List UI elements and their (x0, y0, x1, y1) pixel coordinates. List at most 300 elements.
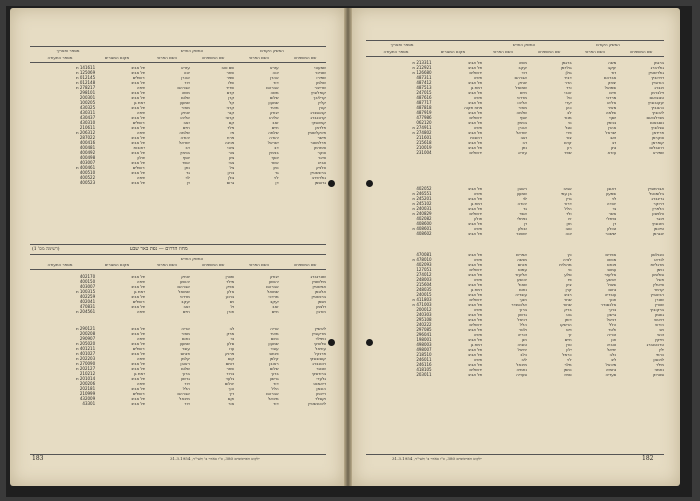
cell-place: רחובות (470, 135, 483, 140)
cell-permit: 248003 (416, 277, 432, 282)
cell-family: גלעדי (316, 376, 326, 381)
cell-first-new: אברהם (177, 85, 190, 90)
cell-first-new: מאיר (181, 105, 190, 110)
cell-family-new: ברוד (226, 371, 235, 376)
cell-first-new: אהרן (181, 75, 190, 80)
cell-first-new: יהושע (517, 277, 527, 282)
cell-permit: 400461 ת (75, 165, 96, 170)
cell-place: תל אביב (131, 95, 146, 100)
header-family: שם המשפחה (629, 49, 653, 54)
cell-family-new: עוז (229, 346, 235, 351)
cell-permit: 411803 ת (412, 297, 432, 302)
cell-permit: 274012 (416, 272, 432, 277)
cell-place: תל אביב (467, 196, 483, 201)
cell-first-new: נתן (521, 145, 527, 150)
cell-place: תל אביב (467, 90, 483, 95)
header-permit: מספר התעודה (383, 49, 409, 54)
cell-permit: 201014 ת (75, 376, 96, 381)
table-row (30, 401, 326, 406)
cell-family-new: פנינה (225, 140, 235, 145)
cell-first-new: יהודה (180, 135, 190, 140)
cell-family-new: גוט (566, 312, 572, 317)
cell-first-new: יצחק (181, 274, 190, 279)
cell-permit: 245102 ת (412, 201, 432, 206)
cell-first-new: דוד (184, 401, 190, 406)
cell-family-new: שפר (564, 150, 572, 155)
cell-family-new: ציון (228, 155, 235, 160)
cell-place: תל אביב (131, 331, 146, 336)
cell-first-new: נתן (184, 165, 190, 170)
cell-place: תל אביב (467, 206, 483, 211)
cell-family: ויסמן (317, 299, 326, 304)
cell-first: שמואל (267, 289, 279, 294)
cell-permit: 403007 (79, 160, 96, 165)
cell-family: סלוצקי (313, 341, 326, 346)
cell-permit: 401027 ת (75, 351, 96, 356)
cell-family-new: פז (567, 277, 572, 282)
cell-place: ירושלים (132, 120, 146, 125)
cell-permit: 402041 (79, 299, 96, 304)
cell-family: סטרוק (652, 372, 664, 377)
cell-permit: 400416 (79, 140, 96, 145)
cell-permit: 274911 ת (412, 125, 432, 130)
cell-place: תל אביב (467, 120, 483, 125)
book-gutter (344, 8, 352, 486)
cell-first-new: יונה (183, 70, 190, 75)
cell-family-new: יערי (565, 100, 572, 105)
cell-family: צוקר (317, 150, 326, 155)
cell-first: ישראל (605, 130, 617, 135)
cell-first: יצחק (607, 80, 617, 85)
cell-first-new: פנחס (517, 262, 527, 267)
cell-place: תל אביב (467, 282, 483, 287)
cell-first-new: אפרים (515, 252, 527, 257)
cell-permit: 206312 ת (75, 130, 96, 135)
cell-place: תל אביב (131, 401, 146, 406)
cell-first: גרשון (269, 376, 279, 381)
cell-place: תל אביב (467, 65, 483, 70)
cell-family: יעקובוביץ (647, 100, 664, 105)
cell-first-new: גרשון (180, 376, 190, 381)
cell-first-new: בנימין (180, 150, 190, 155)
header-first: השם הפרטי (248, 55, 270, 60)
cell-first: עזרא (269, 65, 279, 70)
cell-place: תל אביב (131, 90, 146, 95)
cell-family-new: ולד (566, 211, 572, 216)
cell-first: יצחק (269, 274, 279, 279)
cell-place: תל אביב (467, 337, 483, 342)
header-group-new: המשק החדש (512, 42, 536, 47)
right-table-mid (366, 186, 664, 236)
header-group-notes: מספר ותאריך (56, 48, 80, 53)
cell-family: זילברמן (651, 90, 664, 95)
header-family-new: שם המשפחה (537, 49, 561, 54)
cell-family-new: חורן (227, 309, 235, 314)
cell-family: קוסובסקי (309, 356, 326, 361)
cell-first: מאיר (270, 105, 279, 110)
cell-family-new: כהן (565, 105, 572, 110)
cell-family-new: דותן (564, 317, 572, 322)
cell-first-new: נחום (181, 336, 190, 341)
cell-permit: 212921 ת (412, 65, 432, 70)
cell-permit: 270090 ת (75, 361, 96, 366)
cell-place: חיפה (473, 75, 483, 80)
cell-family-new: ברון (227, 170, 235, 175)
cell-first: נתן (611, 145, 617, 150)
header-group-previous: המשק הקודם (596, 42, 620, 47)
header-first-new: השם הפרטי (492, 49, 514, 54)
cell-permit: 202127 ת (75, 366, 96, 371)
cell-family-new: נוי (568, 267, 572, 272)
cell-family: קורן (318, 105, 326, 110)
cell-place: חיפה (473, 332, 483, 337)
cell-permit: 470831 (79, 304, 96, 309)
cell-permit: 100315 ת (75, 289, 96, 294)
cell-family: צוקרמן (651, 135, 664, 140)
cell-place: חיפה (473, 307, 483, 312)
cell-permit: 012148 ת (75, 80, 96, 85)
cell-permit: 487818 (416, 105, 432, 110)
cell-permit: 470081 (416, 252, 432, 257)
header-first: השם הפרטי (584, 49, 606, 54)
cell-place: תל אביב (131, 105, 146, 110)
cell-family: נוסבאום (649, 120, 664, 125)
cell-permit: 246551 ת (412, 191, 432, 196)
cell-first-new: מנשה (517, 257, 527, 262)
cell-family-new: לנדה (562, 257, 572, 262)
cell-permit: 198001 (416, 337, 432, 342)
cell-first: גד (274, 170, 279, 175)
cell-first: מיכאל (605, 362, 617, 367)
cell-first-new: יוסף (519, 115, 527, 120)
cell-first: אלכסנדר (600, 302, 617, 307)
cell-family: נוימן (656, 267, 664, 272)
cell-first: מיכאל (267, 396, 279, 401)
cell-place: תל אביב (131, 361, 146, 366)
cell-permit: 205020 ת (75, 341, 96, 346)
cell-first-new: הלל (182, 386, 190, 391)
cell-first-new: עובד (181, 346, 190, 351)
cell-permit: 278217 ת (75, 85, 96, 90)
cell-place: תל אביב (467, 145, 483, 150)
cell-family-new: שטרן (225, 274, 235, 279)
cell-place: רמת גן (133, 371, 146, 376)
cell-first: פנחס (607, 262, 617, 267)
cell-first-new: יהושע (179, 279, 190, 284)
cell-place: תל אביב (467, 272, 483, 277)
cell-permit: 295108 (416, 317, 432, 322)
cell-family-new: דביר (563, 75, 572, 80)
cell-permit: 400522 (79, 175, 96, 180)
table-row (366, 231, 664, 236)
cell-permit: 126680 ת (412, 70, 432, 75)
cell-place: חיפה (473, 226, 483, 231)
cell-place: ירושלים (469, 115, 483, 120)
cell-place: תל אביב (467, 252, 483, 257)
cell-family: זלצמן (316, 304, 326, 309)
cell-first-new: גד (523, 206, 527, 211)
cell-first: דב (611, 140, 617, 145)
section-header-rule (30, 254, 326, 255)
right-footer: ילקוט הפרסומים 380, כ"ו באדר ב' תשי"ד, 31.3.1954 (392, 456, 482, 461)
cell-place: ירושלים (469, 297, 483, 302)
cell-family-new: שחר (563, 297, 572, 302)
cell-family: אלטמן (314, 289, 326, 294)
cell-family-new: כץ (567, 252, 572, 257)
cell-family-new: צור (565, 135, 572, 140)
cell-place: חיפה (136, 309, 146, 314)
cell-first-new: טוביה (517, 342, 527, 347)
cell-family: צייגר (317, 155, 326, 160)
cell-family-new: ציון (566, 282, 572, 287)
cell-place: תל אביב (131, 65, 146, 70)
cell-family: רבינוביץ (650, 292, 664, 297)
cell-first-new: יצחק (181, 110, 190, 115)
cell-family: וקסלר (314, 396, 326, 401)
cell-permit: 218510 (416, 352, 432, 357)
cell-first: שלום (269, 366, 279, 371)
cell-family-new: זך (568, 332, 572, 337)
cell-first: משה (608, 60, 617, 65)
cell-first: אליהו (606, 100, 617, 105)
cell-permit: 401211 ת (75, 346, 96, 351)
cell-place: תל אביב (131, 326, 146, 331)
cell-family: קליין (318, 100, 326, 105)
cell-first-new: גרשון (518, 312, 527, 317)
cell-family: אברמוביץ (647, 186, 664, 191)
cell-first: נחום (270, 336, 279, 341)
cell-permit: 402259 (79, 294, 96, 299)
cell-first-new: נחום (518, 287, 527, 292)
cell-first: מאיר (270, 331, 279, 336)
cell-first-new: ברוך (182, 371, 190, 376)
cell-family: פרנקל (314, 351, 326, 356)
cell-family-new: לב (567, 110, 572, 115)
cell-family-new: פז (230, 130, 235, 135)
cell-family: גולדפרב (311, 175, 326, 180)
cell-place: תל אביב (131, 160, 146, 165)
cell-family: קמינסקי (311, 120, 326, 125)
cell-family: גרינברג (651, 196, 664, 201)
cell-place: תל אביב (467, 372, 483, 377)
cell-place: רמת גן (133, 100, 146, 105)
cell-place: ירושלים (132, 75, 146, 80)
section-header-first: השם הפרטי (248, 262, 270, 267)
cell-family-new: גולן (228, 175, 235, 180)
cell-family-new: קרוני (225, 115, 235, 120)
cell-family: גולדברג (650, 65, 664, 70)
cell-place: תל אביב (467, 347, 483, 352)
cell-permit: 246116 (416, 362, 432, 367)
cell-place: ירושלים (132, 391, 146, 396)
cell-place: תל אביב (467, 110, 483, 115)
cell-place: ירושלים (132, 346, 146, 351)
cell-family: דרוקר (653, 201, 664, 206)
cell-family-new: טל (566, 95, 572, 100)
cell-family: שפירו (316, 75, 326, 80)
cell-first-new: מיכאל (179, 396, 190, 401)
cell-permit: 202203 ת (75, 356, 96, 361)
cell-family: מרקוביץ (311, 331, 326, 336)
cell-first: כלב (609, 352, 617, 357)
cell-first: לוי (274, 175, 279, 180)
cell-first: חיים (271, 125, 279, 130)
cell-family-new: פרנק (225, 351, 235, 356)
cell-family-new: אפק (226, 284, 235, 289)
cell-first: יוסף (271, 155, 279, 160)
cell-permit: 432009 (79, 396, 96, 401)
cell-family-new: גלעד (225, 376, 235, 381)
cell-family: עוזיאל (315, 346, 326, 351)
cell-first: ראובן (606, 186, 617, 191)
header-group-previous: המשק הקודם (260, 48, 284, 53)
cell-family: ברגמן (653, 60, 664, 65)
cell-family: פינקלשטיין (307, 130, 326, 135)
right-table-bottom (366, 252, 664, 377)
table-row (30, 309, 326, 314)
cell-place: רמת גן (470, 201, 483, 206)
cell-first-new: שלמה (179, 130, 190, 135)
cell-family-new: מרק (226, 331, 235, 336)
cell-family: יונגרמן (652, 231, 664, 236)
cell-family: שכטר (316, 366, 326, 371)
cell-first: דב (274, 145, 279, 150)
cell-first-new: אברהם (177, 284, 190, 289)
header-family: שם המשפחה (293, 55, 317, 60)
section-header-rule-bottom (30, 269, 326, 270)
cell-first: שאול (607, 282, 617, 287)
cell-first-new: מרדכי (516, 95, 527, 100)
cell-first-new: יהודה (517, 201, 527, 206)
cell-first: דן (613, 221, 617, 226)
cell-family-new: שפר (226, 75, 235, 80)
cell-place: תל אביב (131, 396, 146, 401)
cell-first-new: זבולון (517, 226, 527, 231)
cell-place: חולון (137, 155, 146, 160)
cell-first-new: חיים (182, 125, 190, 130)
cell-family: חורגין (316, 309, 326, 314)
cell-family: מילשטיין (311, 279, 326, 284)
cell-permit: 400481 (79, 145, 96, 150)
cell-place: חיפה (136, 130, 146, 135)
cell-place: תל אביב (467, 130, 483, 135)
left-table-mid (30, 274, 326, 314)
cell-family: כהנוביץ (651, 105, 664, 110)
header-family-new: שם המשפחה (201, 55, 225, 60)
cell-first-new: לוי (185, 175, 190, 180)
cell-permit: 430311 (79, 110, 96, 115)
header-permit: מספר התעודה (47, 55, 73, 60)
cell-family-new: ורד (566, 85, 572, 90)
cell-first: נחום (608, 287, 617, 292)
cell-permit: 210019 (416, 145, 432, 150)
cell-first: זאב (272, 120, 279, 125)
cell-family-new: פרי (565, 130, 572, 135)
cell-family-new: קוס (227, 356, 235, 361)
cell-family-new: יונה (565, 231, 572, 236)
cell-first: ראובן (269, 361, 279, 366)
cell-family-new: קנר (227, 110, 235, 115)
cell-permit: 471003 ת (412, 302, 432, 307)
cell-place: תל אביב (467, 140, 483, 145)
cell-permit: 231004 (416, 150, 432, 155)
cell-first-new: עובדיה (515, 292, 527, 297)
cell-first-new: דן (523, 221, 527, 226)
section-header-family: שם המשפחה (293, 262, 317, 267)
cell-first-new: שמעון (179, 100, 190, 105)
cell-family: חייקין (654, 337, 664, 342)
cell-place: תל אביב (467, 362, 483, 367)
left-table-top (30, 65, 326, 185)
cell-first-new: זאב (183, 120, 190, 125)
cell-permit: 210212 (79, 371, 96, 376)
cell-first: אשר (608, 211, 617, 216)
cell-place: ירושלים (469, 211, 483, 216)
cell-family: גוטמן (654, 312, 664, 317)
cell-permit: 215604 (416, 282, 432, 287)
cell-family-new: לוי (567, 357, 572, 362)
cell-first: עובד (270, 346, 279, 351)
cell-family-new: קדם (226, 90, 235, 95)
cell-place: תל אביב (131, 140, 146, 145)
cell-first-new: יצחק (518, 80, 527, 85)
cell-family: ליבשיץ (314, 326, 326, 331)
cell-family: ויס (659, 327, 664, 332)
cell-family-new: סתיו (564, 372, 572, 377)
cell-permit: 498007 (416, 347, 432, 352)
cell-place: תל אביב (467, 60, 483, 65)
cell-family: וינברג (654, 85, 664, 90)
cell-family-new: אלון (227, 289, 235, 294)
cell-family: שטרנברג (310, 274, 326, 279)
cell-first: ברוך (270, 371, 279, 376)
cell-place: ירושלים (132, 165, 146, 170)
cell-permit: 247015 (416, 90, 432, 95)
cell-first: אהרן (270, 75, 279, 80)
cell-first: שמעון (606, 191, 617, 196)
cell-first: מרדכי (268, 294, 279, 299)
cell-first-new: ראובן (517, 186, 527, 191)
cell-family: רוטנברג (312, 361, 326, 366)
cell-first-new: כלב (520, 352, 527, 357)
cell-place: תל אביב (131, 80, 146, 85)
cell-family: שפירא (652, 150, 664, 155)
left-table-bottom (30, 326, 326, 406)
cell-first-new: נפתלי (517, 216, 527, 221)
cell-place: חיפה (473, 257, 483, 262)
cell-place: רמת גן (470, 342, 483, 347)
cell-place: תל אביב (467, 231, 483, 236)
cell-first: יונה (272, 70, 279, 75)
cell-family-new: ברק (564, 307, 572, 312)
cell-permit: 430325 (79, 105, 96, 110)
header-group-new: המשק החדש (180, 48, 204, 53)
cell-permit: 240829 ת (412, 211, 432, 216)
cell-first: שמעון (268, 100, 279, 105)
cell-permit: 487513 (416, 85, 432, 90)
cell-first: ברוך (608, 307, 617, 312)
cell-first-new: ברוך (519, 307, 527, 312)
cell-first: ליב (610, 357, 617, 362)
punch-hole (328, 339, 335, 346)
cell-family-new: ברנע (225, 294, 235, 299)
section-rule (30, 244, 326, 245)
cell-permit: 296041 (416, 332, 432, 337)
cell-family-new: קל (229, 100, 235, 105)
cell-place: תל אביב (467, 352, 483, 357)
header-rule-bottom (366, 56, 664, 57)
cell-family-new: קדם (563, 140, 572, 145)
